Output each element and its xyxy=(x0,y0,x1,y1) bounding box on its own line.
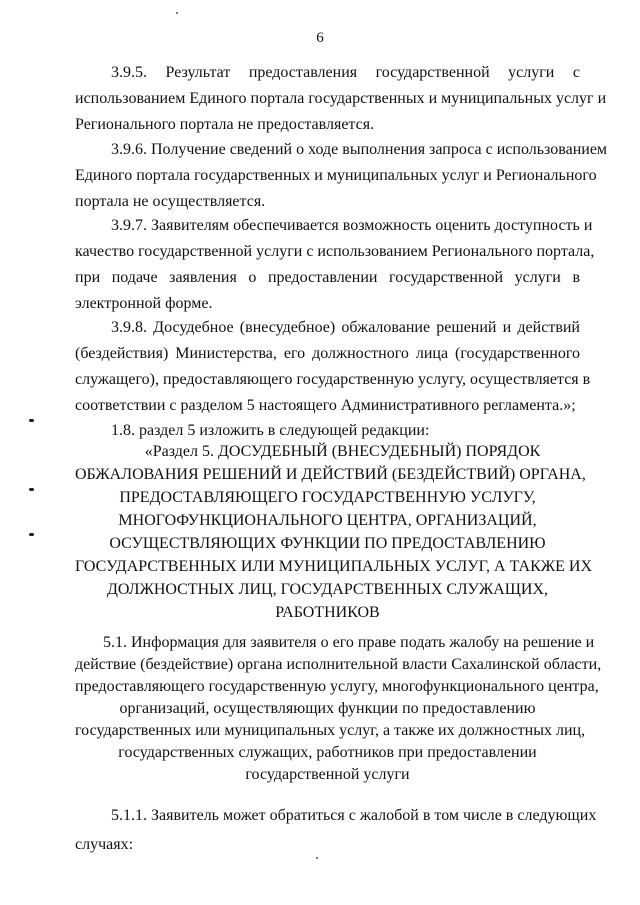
heading-line: МНОГОФУНКЦИОНАЛЬНОГО ЦЕНТРА, ОРГАНИЗАЦИЙ, xyxy=(118,512,537,529)
paragraph-3-9-5 xyxy=(75,60,607,138)
word: предоставления xyxy=(248,64,358,81)
heading-line: РАБОТНИКОВ xyxy=(275,604,380,621)
heading-line: ГОСУДАРСТВЕННЫХ ИЛИ МУНИЦИПАЛЬНЫХ УСЛУГ, А ТАКЖЕ ИХ xyxy=(75,558,592,575)
paragraph-line: соответствии с разделом 5 настоящего Административного регламента.»; xyxy=(75,397,576,414)
paragraph-line: случаях: xyxy=(75,836,134,853)
paragraph-5-1-1 xyxy=(75,801,597,859)
paragraph-line: 3.9.6. Получение сведений о ходе выполнения запроса с использованием xyxy=(111,141,608,158)
page-number: 6 xyxy=(316,30,324,46)
paragraph-3-9-8 xyxy=(75,315,591,419)
heading-line: ОБЖАЛОВАНИЯ РЕШЕНИЙ И ДЕЙСТВИЙ (БЕЗДЕЙСТВИЙ) ОРГАНА, xyxy=(75,466,586,483)
paragraph-line: 5.1.1. Заявитель может обратиться с жалобой в том числе в следующих xyxy=(111,807,597,824)
word: Результат xyxy=(165,64,231,81)
paragraph-line: 3.9.8. Досудебное (внесудебное) обжалование решений и действий xyxy=(111,319,580,336)
paragraph-line: 1.8. раздел 5 изложить в следующей редакции: xyxy=(111,422,430,439)
heading-line: «Раздел 5. ДОСУДЕБНЫЙ (ВНЕСУДЕБНЫЙ) ПОРЯДОК xyxy=(144,443,541,460)
subsection-line: государственных служащих, работников при предоставлении xyxy=(118,744,537,761)
paragraph-3-9-7 xyxy=(75,213,595,317)
paragraph-line: портала не осуществляется. xyxy=(75,193,266,210)
word: услуги xyxy=(508,64,555,81)
paragraph-line: Регионального портала не предоставляется. xyxy=(75,116,375,133)
scan-speck xyxy=(176,12,178,14)
item-number: 3.9.5. xyxy=(111,64,147,81)
paragraph-line: (бездействия) Министерства, его должностного лица (государственного xyxy=(75,345,580,362)
paragraph-line: использованием Единого портала государственных и муниципальных услуг и xyxy=(75,90,607,107)
heading-line: ОСУЩЕСТВЛЯЮЩИХ ФУНКЦИИ ПО ПРЕДОСТАВЛЕНИЮ xyxy=(109,535,546,552)
subsection-line: предоставляющего государственную услугу, многофункционального центра, xyxy=(75,678,599,695)
subsection-line: действие (бездействие) органа исполнительной власти Сахалинской области, xyxy=(75,656,602,673)
paragraph-line: электронной форме. xyxy=(75,295,213,312)
heading-line: ПРЕДОСТАВЛЯЮЩЕГО ГОСУДАРСТВЕННУЮ УСЛУГУ, xyxy=(119,489,536,506)
section-heading xyxy=(75,440,592,624)
subsection-5-1-heading xyxy=(75,632,602,786)
paragraph-line: качество государственной услуги с использованием Регионального портала, xyxy=(75,243,595,260)
paragraph-line: служащего), предоставляющего государственную услугу, осуществляется в xyxy=(75,371,591,388)
word: с xyxy=(572,64,580,81)
heading-line: ДОЛЖНОСТНЫХ ЛИЦ, ГОСУДАРСТВЕННЫХ СЛУЖАЩИХ, xyxy=(106,581,549,598)
word: государственной xyxy=(375,64,490,81)
paragraph-line: 3.9.7. Заявителям обеспечивается возможность оценить доступность и xyxy=(111,217,593,234)
subsection-line: государственной услуги xyxy=(245,766,410,783)
paragraph-3-9-6 xyxy=(75,137,608,215)
subsection-line: организаций, осуществляющих функции по предоставлению xyxy=(119,700,536,717)
margin-mark xyxy=(29,488,34,491)
paragraph-line: при подаче заявления о предоставлении государственной услуги в xyxy=(75,269,580,286)
subsection-line: государственных или муниципальных услуг, а также их должностных лиц, xyxy=(75,722,586,739)
margin-mark xyxy=(29,533,34,536)
subsection-line: 5.1. Информация для заявителя о его праве подать жалобу на решение и xyxy=(103,634,595,651)
paragraph-line: Единого портала государственных и муниципальных услуг и Регионального xyxy=(75,167,597,184)
scan-speck xyxy=(316,857,318,859)
paragraph-3-9-5-line-1 xyxy=(75,60,580,86)
margin-mark xyxy=(29,419,34,422)
